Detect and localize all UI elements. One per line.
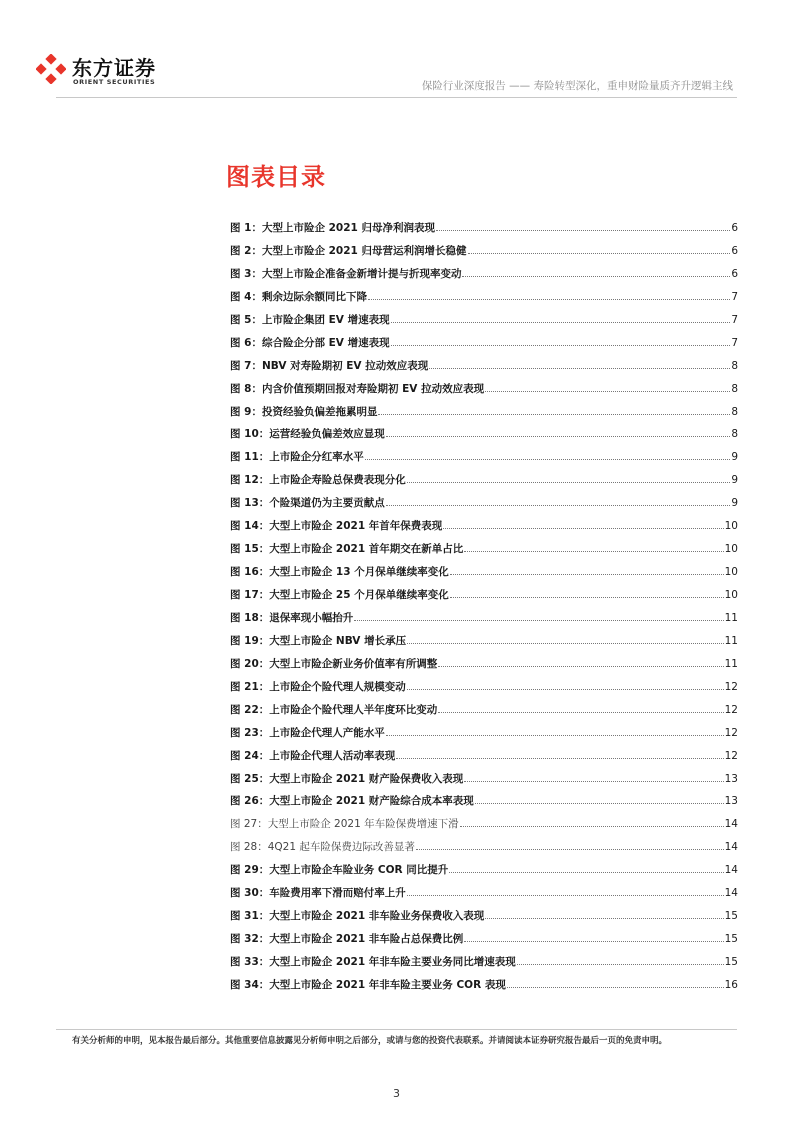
logo-chinese-name: 东方证券 xyxy=(72,56,156,80)
toc-entry[interactable] xyxy=(230,748,738,771)
toc-entry-page: 8 xyxy=(731,428,738,441)
dot-leader xyxy=(391,345,731,346)
toc-entry-label: 图 10：运营经验负偏差效应显现 xyxy=(230,428,385,441)
toc-entry-page: 14 xyxy=(724,887,738,900)
toc-entry[interactable] xyxy=(230,289,738,312)
dot-leader xyxy=(464,941,723,942)
toc-entry-label: 图 31：大型上市险企 2021 非车险业务保费收入表现 xyxy=(230,910,485,923)
toc-entry-label: 图 5：上市险企集团 EV 增速表现 xyxy=(230,313,390,326)
toc-entry-page: 6 xyxy=(731,267,738,280)
toc-entry-page: 13 xyxy=(724,795,738,808)
dot-leader xyxy=(517,964,724,965)
toc-entry-label: 图 8：内含价值预期回报对寿险期初 EV 拉动效应表现 xyxy=(230,382,485,395)
toc-entry-label: 图 30：车险费用率下滑而赔付率上升 xyxy=(230,887,406,900)
dot-leader xyxy=(407,689,724,690)
toc-entry[interactable] xyxy=(230,633,738,656)
dot-leader xyxy=(386,436,731,437)
toc-entry-label: 图 21：上市险企个险代理人规模变动 xyxy=(230,680,406,693)
dot-leader xyxy=(460,826,724,827)
footer-divider xyxy=(56,1029,737,1030)
toc-entry[interactable] xyxy=(230,472,738,495)
toc-entry[interactable] xyxy=(230,541,738,564)
toc-entry[interactable] xyxy=(230,266,738,289)
toc-entry-label: 图 15：大型上市险企 2021 首年期交在新单占比 xyxy=(230,543,464,556)
toc-entry-label: 图 26：大型上市险企 2021 财产险综合成本率表现 xyxy=(230,795,474,808)
toc-entry-page: 6 xyxy=(731,244,738,257)
dot-leader xyxy=(365,459,731,460)
dot-leader xyxy=(438,712,723,713)
toc-entry[interactable] xyxy=(230,518,738,541)
dot-leader xyxy=(507,987,724,988)
toc-entry-page: 8 xyxy=(731,359,738,372)
toc-entry[interactable] xyxy=(230,449,738,472)
toc-entry-page: 12 xyxy=(724,749,738,762)
header-divider xyxy=(56,97,737,98)
dot-leader xyxy=(429,368,730,369)
dot-leader xyxy=(464,781,723,782)
dot-leader xyxy=(462,276,730,277)
toc-entry[interactable] xyxy=(230,931,738,954)
report-title: 保险行业深度报告 —— 寿险转型深化，重申财险量质齐升逻辑主线 xyxy=(421,80,733,92)
toc-entry-page: 10 xyxy=(724,520,738,533)
dot-leader xyxy=(378,414,730,415)
dot-leader xyxy=(391,322,731,323)
toc-entry[interactable] xyxy=(230,381,738,404)
toc-entry-label: 图 1：大型上市险企 2021 归母净利润表现 xyxy=(230,222,435,234)
toc-entry-label: 图 25：大型上市险企 2021 财产险保费收入表现 xyxy=(230,772,464,785)
toc-entry-label: 图 12：上市险企寿险总保费表现分化 xyxy=(230,474,406,487)
toc-entry[interactable] xyxy=(230,243,738,266)
dot-leader xyxy=(386,735,724,736)
page-number: 3 xyxy=(393,1087,400,1100)
toc-entry-label: 图 13：个险渠道仍为主要贡献点 xyxy=(230,497,385,510)
toc-entry[interactable] xyxy=(230,404,738,427)
logo-english-name: ORIENT SECURITIES xyxy=(73,78,156,86)
dot-leader xyxy=(468,253,731,254)
toc-entry[interactable] xyxy=(230,679,738,702)
toc-entry-label: 图 4：剩余边际余额同比下降 xyxy=(230,290,367,303)
toc-entry-label: 图 28：4Q21 起车险保费边际改善显著 xyxy=(230,841,415,854)
toc-entry-label: 图 24：上市险企代理人活动率表现 xyxy=(230,749,396,762)
toc-entry-page: 12 xyxy=(724,726,738,739)
toc-entry-page: 11 xyxy=(724,611,738,624)
toc-entry-label: 图 17：大型上市险企 25 个月保单继续率变化 xyxy=(230,589,449,601)
dot-leader xyxy=(475,803,724,804)
toc-entry[interactable] xyxy=(230,885,738,908)
dot-leader xyxy=(438,666,723,667)
toc-entry-label: 图 20：大型上市险企新业务价值率有所调整 xyxy=(230,657,438,670)
toc-entry-label: 图 14：大型上市险企 2021 年首年保费表现 xyxy=(230,520,443,533)
toc-entry-page: 9 xyxy=(731,451,738,464)
dot-leader xyxy=(436,230,730,231)
toc-entry-page: 11 xyxy=(724,634,738,647)
toc-entry-label: 图 2：大型上市险企 2021 归母营运利润增长稳健 xyxy=(230,244,467,257)
dot-leader xyxy=(407,482,731,483)
toc-entry[interactable] xyxy=(230,908,738,931)
toc-entry[interactable] xyxy=(230,725,738,748)
dot-leader xyxy=(354,620,723,621)
toc-entry[interactable] xyxy=(230,862,738,885)
company-logo xyxy=(36,52,216,92)
dot-leader xyxy=(416,849,724,850)
toc-entry[interactable] xyxy=(230,977,738,1000)
dot-leader xyxy=(485,391,730,392)
dot-leader xyxy=(450,574,724,575)
toc-entry[interactable] xyxy=(230,312,738,335)
toc-entry-label: 图 3：大型上市险企准备金新增计提与折现率变动 xyxy=(230,267,462,280)
disclaimer-text: 有关分析师的申明，见本报告最后部分。其他重要信息披露见分析师申明之后部分，或请与您的投资代表联系。并请阅读本证券研究报告最后一页的免责申明。 xyxy=(72,1036,668,1046)
toc-entry-page: 10 xyxy=(724,566,738,579)
toc-entry-page: 15 xyxy=(724,910,738,923)
toc-entry-label: 图 32：大型上市险企 2021 非车险占总保费比例 xyxy=(230,933,464,946)
toc-entry[interactable] xyxy=(230,587,738,610)
toc-entry[interactable] xyxy=(230,335,738,358)
toc-entry-label: 图 11：上市险企分红率水平 xyxy=(230,451,364,464)
toc-entry-label: 图 16：大型上市险企 13 个月保单继续率变化 xyxy=(230,566,449,579)
toc-entry-page: 7 xyxy=(731,290,738,303)
toc-entry-page: 7 xyxy=(731,336,738,349)
toc-entry-page: 8 xyxy=(731,405,738,418)
toc-entry[interactable] xyxy=(230,426,738,449)
toc-entry[interactable] xyxy=(230,954,738,977)
toc-entry-page: 15 xyxy=(724,933,738,946)
toc-entry-page: 14 xyxy=(724,841,738,854)
dot-leader xyxy=(407,643,724,644)
dot-leader xyxy=(450,597,724,598)
toc-entry[interactable] xyxy=(230,793,738,816)
toc-entry-page: 14 xyxy=(724,864,738,877)
toc-entry[interactable] xyxy=(230,771,738,794)
toc-entry[interactable] xyxy=(230,839,738,862)
toc-entry-label: 图 19：大型上市险企 NBV 增长承压 xyxy=(230,634,407,647)
toc-entry-label: 图 18：退保率现小幅抬升 xyxy=(230,611,354,624)
dot-leader xyxy=(407,895,724,896)
toc-entry-page: 10 xyxy=(724,543,738,556)
toc-entry[interactable] xyxy=(230,220,738,243)
toc-entry-label: 图 9：投资经验负偏差拖累明显 xyxy=(230,405,378,418)
dot-leader xyxy=(368,299,730,300)
dot-leader xyxy=(396,758,723,759)
toc-entry-page: 7 xyxy=(731,313,738,326)
dot-leader xyxy=(443,528,723,529)
toc-entry-page: 11 xyxy=(724,657,738,670)
toc-entry-page: 16 xyxy=(724,978,738,991)
dot-leader xyxy=(449,872,723,873)
toc-entry[interactable] xyxy=(230,816,738,839)
toc-entry-page: 9 xyxy=(731,497,738,510)
toc-entry-page: 8 xyxy=(731,382,738,395)
toc-entry[interactable] xyxy=(230,358,738,381)
toc-entry[interactable] xyxy=(230,495,738,518)
orient-securities-logo-icon xyxy=(36,54,66,84)
toc-entry-page: 10 xyxy=(724,589,738,601)
toc-entry[interactable] xyxy=(230,564,738,587)
toc-entry-label: 图 6：综合险企分部 EV 增速表现 xyxy=(230,336,390,349)
dot-leader xyxy=(386,505,731,506)
toc-entry-label: 图 7：NBV 对寿险期初 EV 拉动效应表现 xyxy=(230,359,429,372)
toc-heading: 图表目录 xyxy=(226,163,326,191)
figure-toc-list xyxy=(230,220,738,1000)
toc-entry-page: 12 xyxy=(724,703,738,716)
dot-leader xyxy=(464,551,723,552)
toc-entry-page: 15 xyxy=(724,956,738,968)
toc-entry[interactable] xyxy=(230,610,738,633)
toc-entry-label: 图 34：大型上市险企 2021 年非车险主要业务 COR 表现 xyxy=(230,978,506,991)
toc-entry-label: 图 23：上市险企代理人产能水平 xyxy=(230,726,385,739)
toc-entry-label: 图 22：上市险企个险代理人半年度环比变动 xyxy=(230,703,438,716)
toc-entry-page: 6 xyxy=(731,222,738,234)
toc-entry-label: 图 33：大型上市险企 2021 年非车险主要业务同比增速表现 xyxy=(230,956,516,968)
dot-leader xyxy=(485,918,723,919)
toc-entry-label: 图 27：大型上市险企 2021 年车险保费增速下滑 xyxy=(230,818,459,831)
toc-entry-page: 12 xyxy=(724,680,738,693)
toc-entry[interactable] xyxy=(230,702,738,725)
toc-entry-page: 9 xyxy=(731,474,738,487)
toc-entry-label: 图 29：大型上市险企车险业务 COR 同比提升 xyxy=(230,864,449,877)
toc-entry-page: 13 xyxy=(724,772,738,785)
toc-entry-page: 14 xyxy=(724,818,738,831)
toc-entry[interactable] xyxy=(230,656,738,679)
